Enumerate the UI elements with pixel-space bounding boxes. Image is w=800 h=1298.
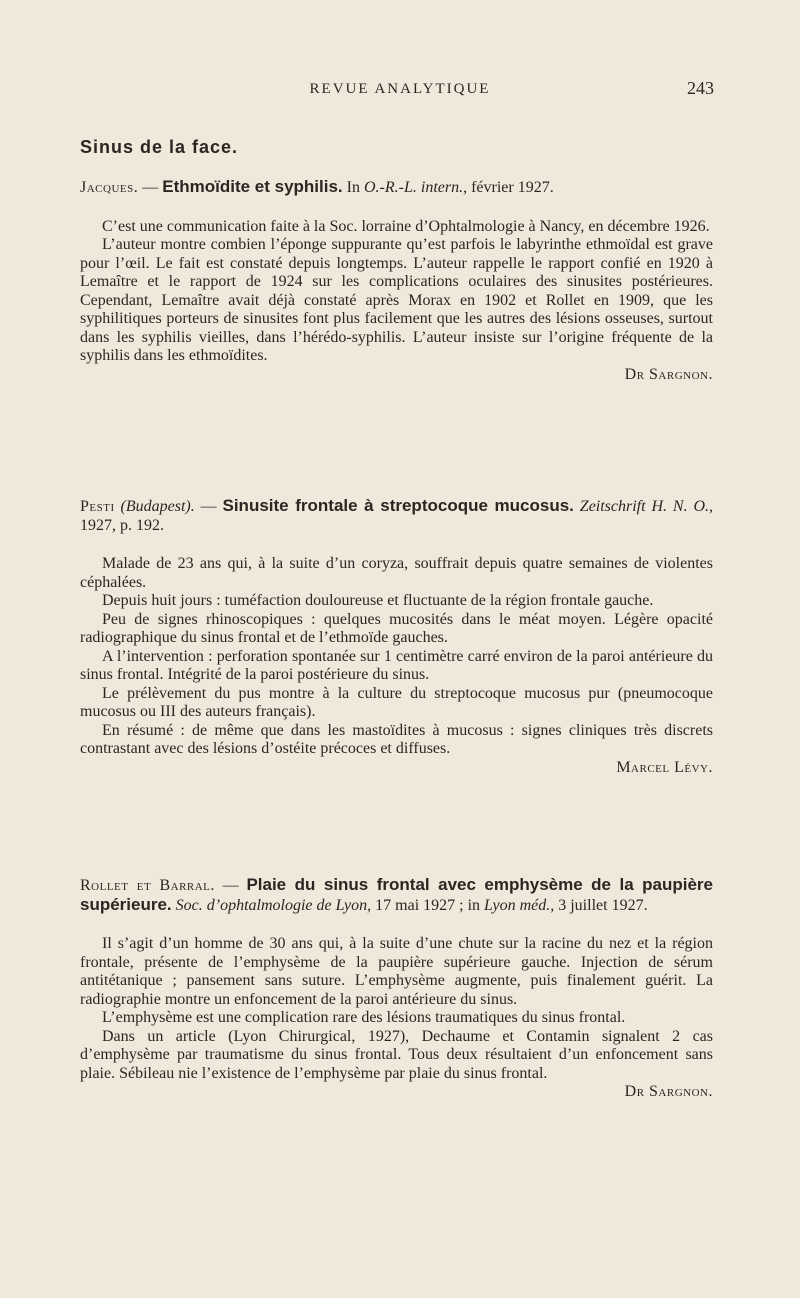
article-body (80, 935, 713, 1102)
running-title: REVUE ANALYTIQUE (309, 81, 491, 97)
signature: Marcel Lévy. (616, 758, 713, 776)
article-body (80, 218, 713, 385)
article-author: Pesti (80, 498, 115, 515)
article-title: Sinusite frontale à streptocoque mucosus. (222, 496, 574, 515)
source-date: février 1927. (467, 179, 554, 196)
source-journal: O.-R.-L. intern., (363, 179, 468, 196)
paragraph: L’emphysème est une complication rare des lésions traumatiques du sinus frontal. (102, 1009, 626, 1026)
article-sinusite-frontale (80, 497, 713, 777)
source-date: 17 mai 1927 ; in (371, 896, 485, 914)
section-title: Sinus de la face. (80, 137, 239, 157)
article-plaie-sinus-frontal (80, 876, 713, 1102)
signature: Dr Sargnon. (624, 1083, 713, 1100)
article-heading (80, 876, 713, 915)
author-place: (Budapest). (114, 498, 195, 515)
article-heading (80, 497, 713, 535)
signature: Dr Sargnon. (624, 365, 713, 383)
paragraph: Depuis huit jours : tuméfaction douloureuse et fluctuante de la région frontale gauche. (102, 592, 654, 609)
paragraph: Peu de signes rhinoscopiques : quelques mucosités dans le méat moyen. Légère opacité radiographique du sinus frontal et de l’ethmoïde gauches. (80, 610, 713, 646)
source-journal: Zeitschrift H. N. O., (573, 498, 714, 515)
page-number: 243 (687, 78, 714, 98)
article-ethmoidite (80, 178, 713, 384)
source-date-2: 3 juillet 1927. (554, 896, 648, 914)
heading-dash: — (214, 877, 247, 894)
paragraph: Malade de 23 ans qui, à la suite d’un coryza, souffrait depuis quatre semaines de violentes céphalées. (80, 555, 713, 591)
paragraph: Il s’agit d’un homme de 30 ans qui, à la suite d’une chute sur la racine du nez et la région frontale, présente de l’emphysème de la paupière supérieure gauche. Injection de sérum antitétanique ; pansement sans suture. L’emphysème augmente, puis finalement guérit. La radiographie montre un enfoncement de la paroi antérieure du sinus. (80, 935, 713, 1008)
source-journal-2: Lyon méd., (484, 896, 555, 914)
paragraph: En résumé : de même que dans les mastoïdites à mucosus : signes cliniques très discrets contrastant avec des lésions d’ostéite précoces et diffuses. (80, 721, 713, 757)
paragraph: Le prélèvement du pus montre à la culture du streptocoque mucosus pur (pneumocoque mucosus ou III des auteurs français). (80, 684, 713, 720)
article-body (80, 555, 713, 777)
article-author: Jacques. (80, 179, 139, 196)
article-author: Rollet et Barral. (80, 877, 215, 894)
article-title: Ethmoïdite et syphilis. (162, 177, 343, 196)
paragraph: A l’intervention : perforation spontanée sur 1 centimètre carré environ de la paroi antérieure du sinus frontal. Intégrité de la paroi postérieure du sinus. (80, 647, 713, 683)
paragraph: Dans un article (Lyon Chirurgical, 1927), Dechaume et Contamin signalent 2 cas d’emphysème par traumatisme du sinus frontal. Tous deux résultaient d’un enfoncement sans plaie. Sébileau nie l’existence de l’emphysème par plaie du sinus frontal. (80, 1027, 713, 1082)
source-journal: Soc. d’ophtalmologie de Lyon, (171, 896, 372, 914)
source-prefix: In (342, 179, 364, 196)
article-title: Plaie du sinus frontal avec emphysème de la paupière supérieure. (80, 875, 714, 914)
paragraph: L’auteur montre combien l’éponge suppurante qu’est parfois le labyrinthe ethmoïdal est grave pour l’œil. Le fait est constaté depuis longtemps. L’auteur rappelle le rapport confié en 1920 à Lemaître et le rapport de 1924 sur les complications oculaires des sinusites postérieures. Cependant, Lemaître avait déjà constaté après Morax en 1902 et Rollet en 1909, que les syphilitiques porteurs de sinusites font plus facilement que les autres des lésions osseuses, surtout dans les syphilis vieilles, dans l’hérédo-syphilis. L’auteur insiste sur l’origine fréquente de la syphilis dans les ethmoïdites. (80, 236, 713, 364)
source-date: 1927, p. 192. (80, 516, 164, 534)
article-heading (80, 178, 713, 198)
paragraph: C’est une communication faite à la Soc. lorraine d’Ophtalmologie à Nancy, en décembre 1926. (102, 217, 710, 235)
heading-dash: — (138, 179, 163, 196)
heading-dash: — (194, 498, 223, 515)
